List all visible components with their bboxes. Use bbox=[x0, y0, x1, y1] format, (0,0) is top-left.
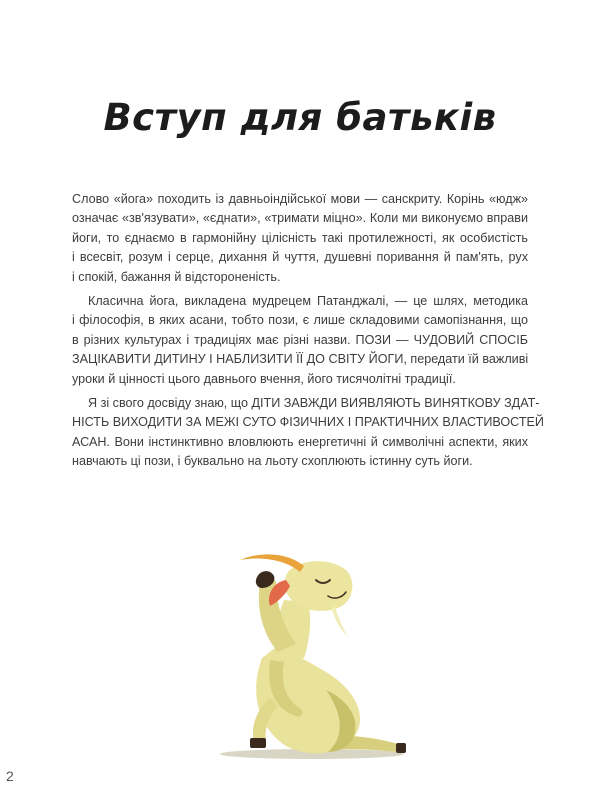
text-line: і всесвіт, розум і серце, дихання й чуття, душевні поривання й пам'ять, рух bbox=[72, 250, 528, 265]
text-line: Я зі свого досвіду знаю, що ДІТИ ЗАВЖДИ ВИЯВЛЯЮТЬ ВИНЯТКОВУ ЗДАТ- bbox=[88, 396, 540, 411]
text-line: і спокій, бажання й відстороненість. bbox=[72, 269, 281, 284]
page-number: 2 bbox=[6, 768, 14, 784]
text-line: АСАН. Вони інстинктивно вловлюють енергетичні й символічні аспекти, яких bbox=[72, 434, 528, 449]
text-line: означає «зв'язувати», «єднати», «тримати міцно». Коли ми виконуємо вправи bbox=[72, 211, 528, 226]
text-line: в різних культурах і традиціях має різні назви. ПОЗИ — ЧУДОВИЙ СПОСІБ bbox=[72, 332, 528, 347]
text-line: Класична йога, викладена мудрецем Патанджалі, — це шлях, методика bbox=[88, 294, 528, 309]
text-line: уроки й цінності цього давнього вчення, його тисячолітні традиції. bbox=[72, 371, 456, 386]
goat-beard bbox=[332, 604, 348, 636]
goat-hoof-left bbox=[250, 738, 266, 748]
text-line: навчають ці пози, і буквально на льоту схоплюють істинну суть йоги. bbox=[72, 454, 473, 469]
text-line: НІСТЬ ВИХОДИТИ ЗА МЕЖІ СУТО ФІЗИЧНИХ І ПРАКТИЧНИХ ВЛАСТИВОСТЕЙ bbox=[72, 415, 544, 430]
text-line: йоги, то єднаємо в гармонійну цілісність такі протилежності, як особистість bbox=[72, 230, 528, 245]
text-line: Слово «йога» походить із давньоіндійської мови — санскриту. Корінь «юдж» bbox=[72, 192, 528, 206]
goat-yoga-illustration bbox=[200, 540, 420, 770]
paragraph-1 bbox=[72, 190, 528, 287]
text-line: і філософія, в яких асани, тобто пози, є лише складовими самопізнання, що bbox=[72, 313, 528, 328]
text-line: ЗАЦІКАВИТИ ДИТИНУ І НАБЛИЗИТИ ЇЇ ДО СВІТУ ЙОГИ, передати їй важливі bbox=[72, 352, 529, 367]
goat-hoof-right bbox=[396, 743, 406, 753]
page-title: Вступ для батьків bbox=[103, 96, 497, 139]
intro-text bbox=[72, 190, 544, 472]
paragraph-3 bbox=[72, 394, 544, 472]
paragraph-2 bbox=[72, 292, 528, 389]
